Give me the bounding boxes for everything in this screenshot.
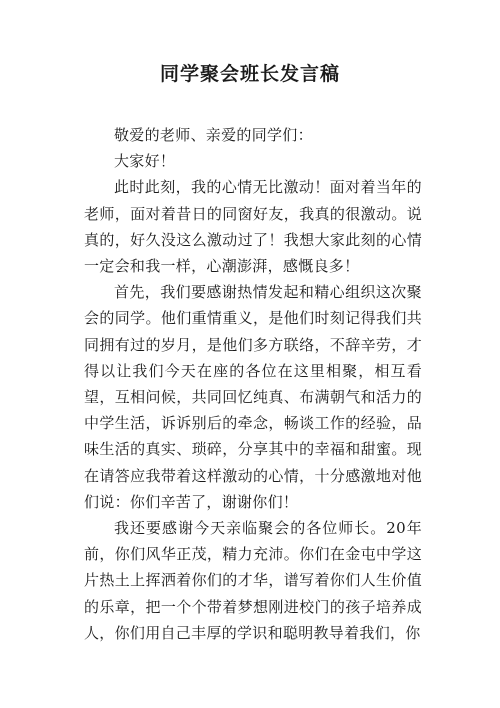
thanks-organizers-paragraph: 首先，我们要感谢热情发起和精心组织这次聚会的同学。他们重情重义，是他们时刻记得我们共同拥有过的岁月，是他们多方联络，不辞辛劳，才得以让我们今天在座的各位在这里相聚，相互看望，互相问候，共同回忆纯真、布满朝气和活力的中学生活，诉诉别后的牵念，畅谈工作的经验，品味生活的真实、琐碎，分享其中的幸福和甜蜜。现在请答应我带着这样激动的心情，十分感激地对他们说：你们辛苦了，谢谢你们！ (84, 283, 422, 511)
greeting-paragraph: 敬爱的老师、亲爱的同学们： (114, 126, 313, 144)
thanks-teachers-paragraph: 我还要感谢今天亲临聚会的各位师长。20年前，你们风华正茂，精力充沛。你们在金屯中学这片热土上挥洒着你们的才华，谱写着你们人生价值的乐章，把一个个带着梦想刚进校门的孩子培养成人，你们用自己丰厚的学识和聪明教导着我们，你 (84, 519, 422, 642)
document-title: 同学聚会班长发言稿 (159, 63, 340, 85)
hello-paragraph: 大家好！ (114, 152, 176, 171)
opening-paragraph: 此时此刻，我的心情无比激动！面对着当年的老师，面对着昔日的同窗好友，我真的很激动。说真的，好久没这么激动过了！我想大家此刻的心情一定会和我一样，心潮澎湃，感慨良多！ (84, 178, 422, 276)
document-body (84, 122, 422, 646)
